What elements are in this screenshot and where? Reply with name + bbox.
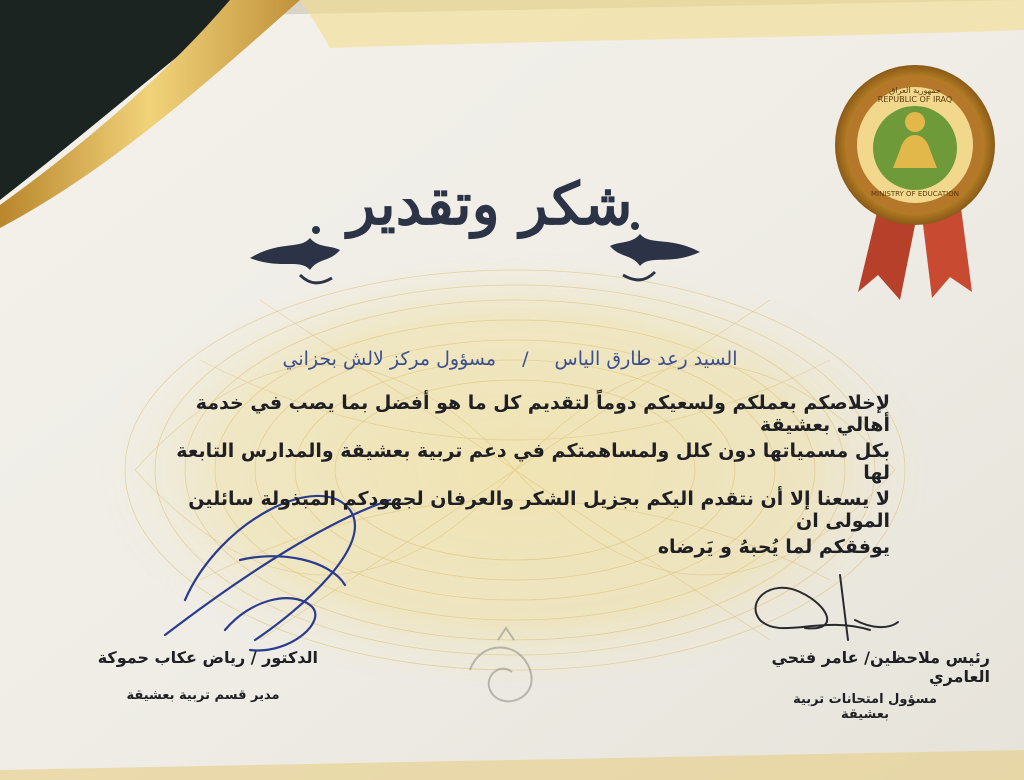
seal-text-top: جمهورية العراق REPUBLIC OF IRAQ: [877, 86, 953, 104]
recipient-separator: /: [522, 348, 529, 370]
signatory-left-role: مدير قسم تربية بعشيقة: [126, 688, 280, 703]
body-line-2: بكل مسمياتها دون كلل ولمساهمتكم في دعم تربية بعشيقة والمدارس التابعة لها: [176, 440, 890, 484]
body-line-3: لا يسعنا إلا أن نتقدم اليكم بجزيل الشكر والعرفان لجهودكم المبذولة سائلين المولى ان: [188, 488, 890, 532]
signatory-left-name: الدكتور / رياض عكاب حموكة: [97, 648, 318, 667]
certificate-title: شكر وتقدير: [347, 170, 633, 238]
recipient-line: [220, 348, 800, 370]
body-line-4: يوفقكم لما يُحبهُ و يَرضاه: [657, 536, 890, 558]
signatory-right-name: رئيس ملاحظين/ عامر فتحي العامري: [771, 648, 990, 686]
recipient-name: السيد رعد طارق الياس: [554, 348, 738, 370]
signatory-right-role: مسؤول امتحانات تربية بعشيقة: [793, 692, 937, 722]
recipient-position: مسؤول مركز لالش بحزاني: [282, 348, 497, 370]
body-line-1: لإخلاصكم بعملكم ولسعيكم دوماً لتقديم كل ما هو أفضل بما يصب في خدمة أهالي بعشيقة: [195, 392, 890, 436]
seal-text-bottom: MINISTRY OF EDUCATION: [871, 190, 959, 198]
